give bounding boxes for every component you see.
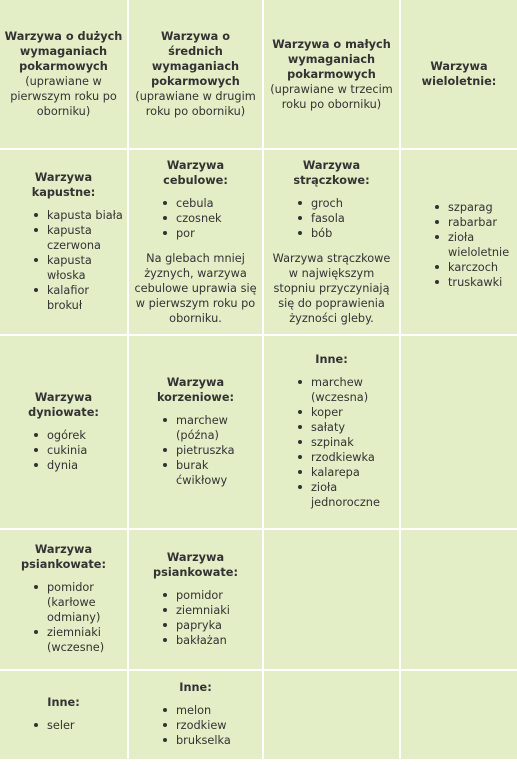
table-row bbox=[0, 671, 517, 759]
list-item: kapusta czerwona bbox=[34, 223, 123, 253]
table-row bbox=[0, 530, 517, 671]
list-item: koper bbox=[298, 405, 395, 420]
list-item: groch bbox=[298, 196, 395, 211]
table-cell bbox=[0, 530, 129, 671]
list-item: melon bbox=[163, 703, 258, 718]
list-item: zioła jednoroczne bbox=[298, 480, 395, 510]
table-cell bbox=[0, 336, 129, 530]
table-cell bbox=[264, 336, 401, 530]
header-cell-perennial bbox=[401, 0, 517, 150]
list-item: ziemniaki (wczesne) bbox=[34, 625, 123, 655]
list-item: ziemniaki bbox=[163, 603, 258, 618]
table-row bbox=[0, 150, 517, 336]
header-title: Warzywa o małych wymaganiach pokarmowych bbox=[272, 37, 391, 81]
vegetable-list bbox=[4, 718, 123, 733]
cell-title: Warzywa dyniowate: bbox=[28, 390, 99, 419]
cell-note: Warzywa strączkowe w największym stopniu przyczyniają się do poprawienia żyzności gleby. bbox=[272, 252, 391, 325]
list-item: karczoch bbox=[435, 260, 513, 275]
table-cell bbox=[401, 530, 517, 671]
list-item: seler bbox=[34, 718, 123, 733]
header-title: Warzywa o średnich wymaganiach pokarmowych bbox=[151, 30, 240, 88]
list-item: kalafior brokuł bbox=[34, 283, 123, 313]
table-cell bbox=[129, 671, 264, 759]
cell-title: Inne: bbox=[315, 353, 348, 366]
vegetable-list bbox=[4, 208, 123, 313]
list-item: marchew (wczesna) bbox=[298, 375, 395, 405]
table-cell bbox=[401, 336, 517, 530]
cell-title: Warzywa psiankowate: bbox=[153, 550, 238, 579]
list-item: bób bbox=[298, 226, 395, 241]
cell-title: Warzywa psiankowate: bbox=[21, 543, 106, 571]
list-item: cukinia bbox=[34, 443, 123, 458]
header-subtitle: (uprawiane w drugim roku po oborniku) bbox=[135, 90, 256, 118]
vegetable-list bbox=[133, 196, 258, 241]
table-row bbox=[0, 336, 517, 530]
list-item: pomidor (karłowe odmiany) bbox=[34, 580, 123, 625]
vegetable-list bbox=[133, 413, 258, 488]
cell-title: Warzywa korzeniowe: bbox=[156, 375, 235, 404]
vegetable-list bbox=[133, 588, 258, 648]
list-item: rzodkiewka bbox=[298, 450, 395, 465]
cell-title: Warzywa kapustne: bbox=[31, 170, 96, 199]
list-item: burak ćwikłowy bbox=[163, 458, 258, 488]
list-item: fasola bbox=[298, 211, 395, 226]
list-item: kalarepa bbox=[298, 465, 395, 480]
cell-note: Na glebach mniej żyznych, warzywa cebulowe uprawia się w pierwszym roku po oborniku. bbox=[134, 252, 257, 325]
vegetable-list bbox=[268, 196, 395, 241]
list-item: marchew (późna) bbox=[163, 413, 258, 443]
table-cell bbox=[401, 671, 517, 759]
vegetable-list bbox=[268, 375, 395, 510]
list-item: por bbox=[163, 226, 258, 241]
list-item: pomidor bbox=[163, 588, 258, 603]
table-cell bbox=[129, 336, 264, 530]
list-item: pietruszka bbox=[163, 443, 258, 458]
cell-title: Warzywa cebulowe: bbox=[163, 159, 228, 187]
list-item: brukselka bbox=[163, 733, 258, 748]
list-item: rzodkiew bbox=[163, 718, 258, 733]
cell-title: Inne: bbox=[179, 681, 212, 694]
list-item: kapusta biała bbox=[34, 208, 123, 223]
cell-title: Warzywa strączkowe: bbox=[293, 159, 370, 187]
header-subtitle: (uprawiane w pierwszym roku po oborniku) bbox=[10, 75, 117, 118]
list-item: sałaty bbox=[298, 420, 395, 435]
list-item: papryka bbox=[163, 618, 258, 633]
table-cell bbox=[264, 530, 401, 671]
vegetable-list bbox=[4, 580, 123, 655]
header-cell-small-needs bbox=[264, 0, 401, 150]
table-header-row bbox=[0, 0, 517, 150]
list-item: kapusta włoska bbox=[34, 253, 123, 283]
header-subtitle: (uprawiane w trzecim roku po oborniku) bbox=[270, 82, 393, 111]
table-cell bbox=[129, 530, 264, 671]
list-item: rabarbar bbox=[435, 215, 513, 230]
list-item: szparag bbox=[435, 200, 513, 215]
list-item: zioła wieloletnie bbox=[435, 230, 513, 260]
list-item: ogórek bbox=[34, 428, 123, 443]
vegetable-list bbox=[405, 200, 513, 290]
table-cell bbox=[264, 150, 401, 336]
header-title: Warzywa wieloletnie: bbox=[421, 60, 497, 88]
list-item: szpinak bbox=[298, 435, 395, 450]
header-title: Warzywa o dużych wymaganiach pokarmowych bbox=[4, 30, 123, 73]
table-cell bbox=[0, 150, 129, 336]
table-cell bbox=[264, 671, 401, 759]
table-cell bbox=[129, 150, 264, 336]
header-cell-large-needs bbox=[0, 0, 129, 150]
list-item: truskawki bbox=[435, 275, 513, 290]
cell-title: Inne: bbox=[47, 696, 80, 709]
list-item: bakłażan bbox=[163, 633, 258, 648]
header-cell-medium-needs bbox=[129, 0, 264, 150]
vegetable-list bbox=[133, 703, 258, 748]
table-cell bbox=[0, 671, 129, 759]
list-item: dynia bbox=[34, 458, 123, 473]
vegetable-list bbox=[4, 428, 123, 473]
list-item: czosnek bbox=[163, 211, 258, 226]
list-item: cebula bbox=[163, 196, 258, 211]
table-cell bbox=[401, 150, 517, 336]
